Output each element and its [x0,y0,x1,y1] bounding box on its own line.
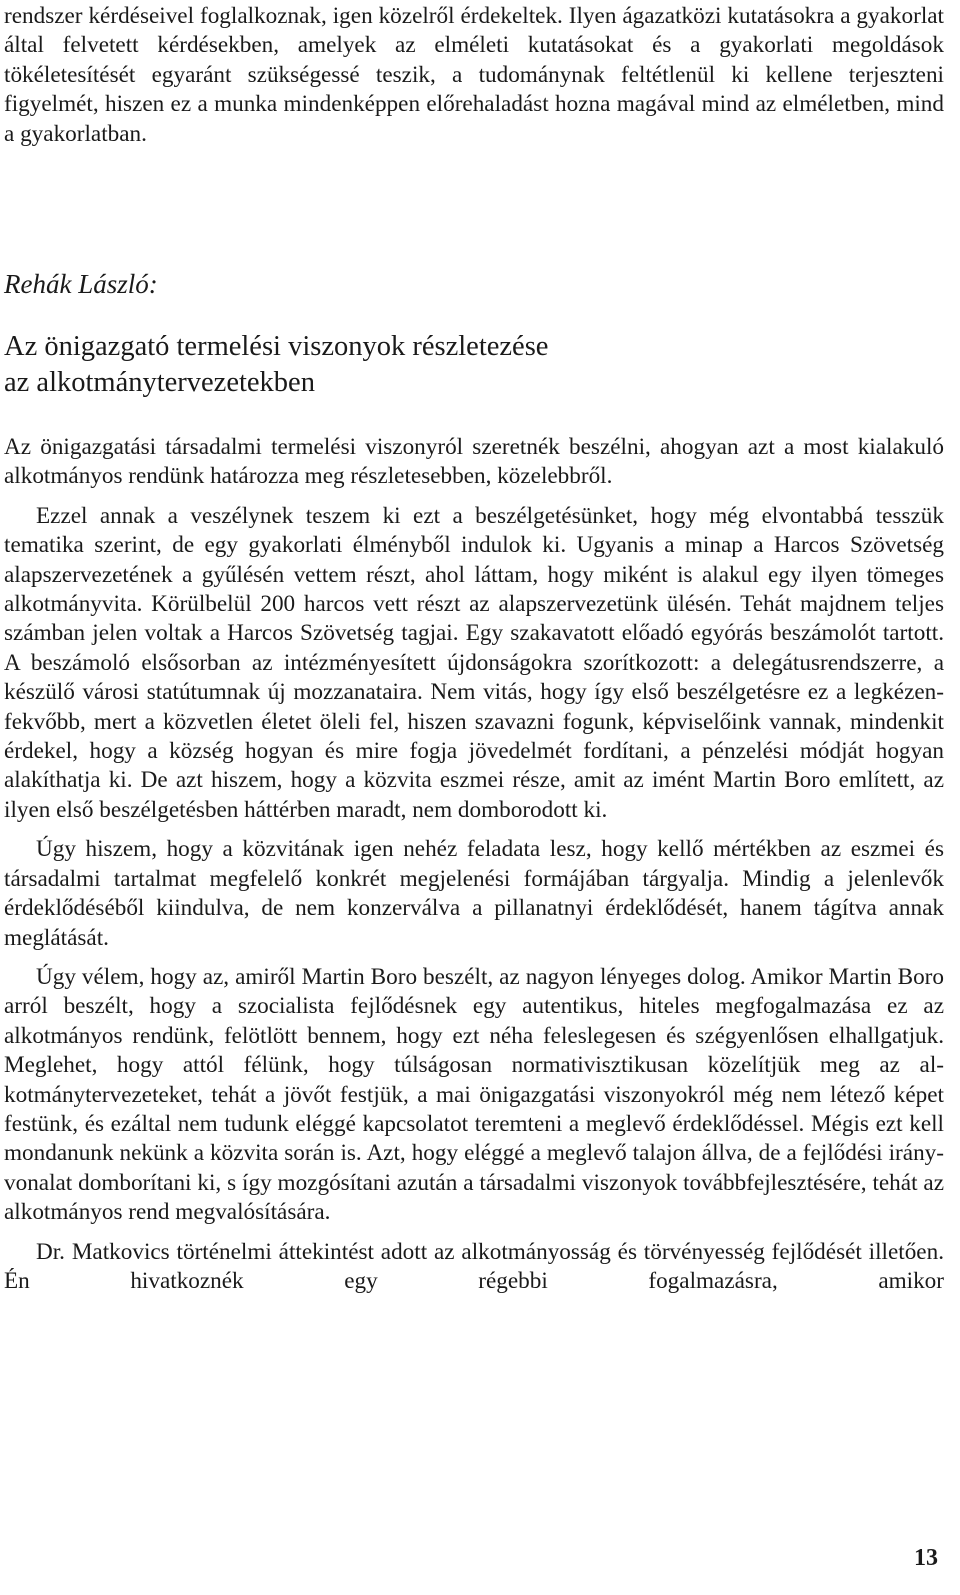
body-paragraph-3: Úgy hiszem, hogy a közvitának igen nehéz feladata lesz, hogy kellő mértékben az eszmei és társadalmi tartalmat megfelelő konkrét megjelenési formájában tárgyalja. Mindig a jelenlevők érdeklődéséből kiindulva, de nem konzerválva a pillanatnyi érdeklődését, hanem tágítva annak meglátását. [4,836,944,951]
article-title-line-2: az alkotmánytervezetekben [4,367,315,398]
article-body [4,433,944,1296]
body-paragraph-5: Dr. Matkovics történelmi áttekintést adott az alkotmányosság és törvényesség fejlődését illetően. Én hivatkoznék egy régebbi fogalmazásra, amikor [4,1238,944,1294]
article-title [4,329,548,401]
body-paragraph-4: Úgy vélem, hogy az, amiről Martin Boro beszélt, az nagyon lényeges dolog. Amikor Martin Boro arról beszélt, hogy a szocialista fejlődésnek egy autentikus, hiteles megfogalmazása ez az alkotmányos rendünk, felötlött bennem, hogy ezt néha feleslegesen és szégyenlősen elhallgatjuk. Meglehet, hogy attól félünk, hogy túlságosan normativisztikusan közelítjük meg az alkotmánytervezeteket, tehát a jövőt festjük, a mai önigazgatási viszonyokról még nem létező képet festünk, és ezáltal nem tudunk eléggé kapcsolatot teremteni a meglevő érdeklődéssel. Mégis ezt kell mondanunk nekünk a közvita során is. Azt, hogy eléggé a meglevő talajon állva, de a fejlődési irányvonalat domborítani ki, s így mozgósítani azután a társadalmi viszonyok továbbfejlesztésére, tehát az alkotmányos rend megvalósítására. [4,963,944,1226]
body-paragraph-1: Az önigazgatási társadalmi termelési viszonyról szeretnék beszélni, ahogyan azt a most kialakuló alkotmányos rendünk határozza meg részletesebben, közelebbről. [4,434,944,490]
body-paragraph-2: Ezzel annak a veszélynek teszem ki ezt a beszélgetésünket, hogy még elvontabbá tesszük tematika szerint, de egy gyakorlati élményből indulok ki. Ugyanis a minap a Harcos Szövetség alapszervezetének a gyűlésén vettem részt, ahol láttam, hogy miként is alakul egy ilyen tömeges alkotmányvita. Körülbelül 200 harcos vett részt az alapszervezetünk ülésén. Tehát majdnem teljes számban jelen voltak a Harcos Szövetség tagjai. Egy szakavatott előadó egyórás beszámolót tartott. A beszámoló elsősorban az intézményesített újdonságokra szorítkozott: a delegátusrendszerre, a készülő városi statútumnak új mozzanataira. Nem vitás, hogy így első beszélgetésre ez a legkézenfekvőbb, mert a közvetlen életet öleli fel, hiszen szavazni fogunk, képviselőink vannak, mindenkit érdekel, hogy a község hogyan és mire fogja jövedelmét fordítani, a pénzelési módját hogyan alakíthatja ki. De azt hiszem, hogy a közvita eszmei része, amit az imént Martin Boro említett, az ilyen első beszélgetésben háttérben maradt, nem domborodott ki. [4,502,944,823]
page-number: 13 [914,1545,938,1571]
article-title-line-1: Az önigazgató termelési viszonyok részletezése [4,331,549,362]
document-page [4,0,944,1595]
intro-paragraph: rendszer kérdéseivel foglalkoznak, igen közelről érdekeltek. Ilyen ágazatközi kutatásokra a gyakorlat által felvetett kérdésekben, amelyek az elméleti kutatásokat és a gyakorlati megoldások tökéletesítését egyaránt szükségessé teszik, a tudománynak feltétlenül ki kellene terjeszteni figyelmét, hiszen ez a munka mindenképpen előrehaladást hozna magával mind az elméletben, mind a gyakorlatban. [4,3,944,147]
article-author: Rehák László: [4,269,158,299]
